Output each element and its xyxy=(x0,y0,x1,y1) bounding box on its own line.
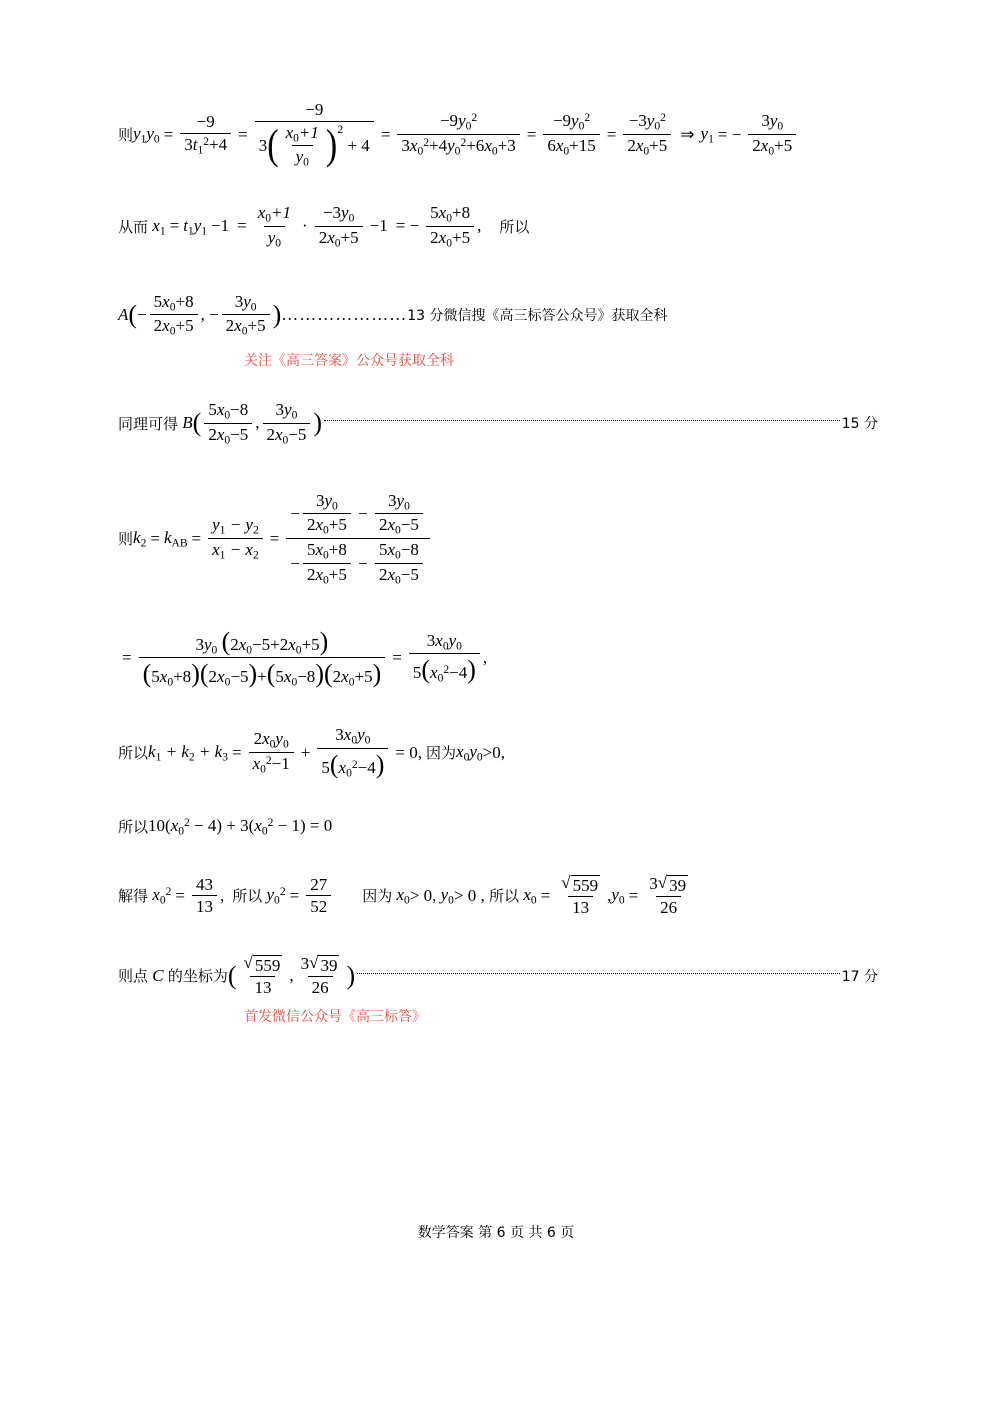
frac-x0plus1-over-y0-b xyxy=(254,203,295,250)
watermark-inline: 微信搜《高三标答公众号》获取全科 xyxy=(443,307,668,324)
line9-because: 因为 xyxy=(362,887,393,906)
cdot: · xyxy=(302,216,308,236)
num: $5x_0+8$ xyxy=(306,540,347,562)
y0-gt0: $y_0$ xyxy=(440,884,454,907)
frac-3y0-over-2x05 xyxy=(748,111,796,158)
comma-B: , xyxy=(255,413,260,433)
comma-l9: , xyxy=(219,885,225,905)
den: 13 xyxy=(192,895,217,917)
x0y0-pos: $x_0y_0$ xyxy=(456,741,483,764)
gt-zero: >0, xyxy=(482,742,506,762)
frac-27-52 xyxy=(306,875,331,917)
num: $3y_0$ $(2x_0-5+2x_0+5)$ xyxy=(195,626,329,656)
den: $(5x_0+8)(2x_0-5)+(5x_0-8)(2x_0+5)$ xyxy=(139,657,386,689)
red-text-1: 关注《高三答案》公众号获取全科 xyxy=(244,353,454,370)
equals-5: = xyxy=(606,124,617,144)
equals-c: = − xyxy=(395,216,420,236)
line7-label: 所以 xyxy=(118,744,149,763)
comma-l9b: , xyxy=(607,885,612,905)
math-line-3 xyxy=(118,292,878,339)
math-line-2 xyxy=(118,203,878,250)
den: $6x_0+15$ xyxy=(543,134,599,158)
exp-2: 2 xyxy=(337,121,344,136)
right-paren-big: ) xyxy=(325,122,338,169)
eq-l9c: = xyxy=(540,885,551,905)
frac-3y0-2x05-n xyxy=(303,491,351,538)
comma-A: , − xyxy=(200,304,219,324)
minus-1a: −1 xyxy=(211,216,230,236)
frac-B-x xyxy=(204,400,252,447)
neg-sign-A: − xyxy=(137,304,147,324)
eq-l6: = xyxy=(122,647,132,667)
den: $5(x_0^2-4)$ xyxy=(317,748,388,780)
den: 13 xyxy=(568,896,593,918)
frac-A-y xyxy=(222,292,270,339)
radical-sign: √ xyxy=(657,872,668,892)
den: $2x_0+5$ xyxy=(315,226,363,250)
point-A: A xyxy=(118,304,129,324)
line9-so: 所以 xyxy=(232,887,263,906)
line9-solve: 解得 xyxy=(118,887,149,906)
frac-5x08-2x05-d xyxy=(303,540,351,587)
x1-symbol: $x_1$ xyxy=(148,215,166,238)
num: 27 xyxy=(310,874,328,894)
answer-body xyxy=(118,100,878,1026)
frac-A-x xyxy=(150,292,198,339)
den: $2x_0-5$ xyxy=(263,423,311,447)
eq-l9a: = xyxy=(175,885,185,905)
minus-a: − xyxy=(353,504,372,524)
frac-B-y xyxy=(263,400,311,447)
p3: ( xyxy=(199,659,209,689)
score-13: 13 分 xyxy=(407,307,444,324)
num: $3y_0$ xyxy=(761,111,784,133)
den: $2x_0-5$ xyxy=(204,423,252,447)
point-B: B xyxy=(178,413,193,433)
score-15: 15 分 xyxy=(841,416,878,433)
plus-4: + 4 xyxy=(343,136,370,156)
line8-label: 所以 xyxy=(118,818,149,837)
eq-k2a: = xyxy=(150,528,160,548)
line1-lhs: $y_1y_0$ xyxy=(133,123,160,146)
num: $-3y_0^2$ xyxy=(628,111,666,133)
num: $5x_0-8$ xyxy=(208,400,249,422)
frac-3x0y0-over-5x0sqm4-b xyxy=(317,725,388,780)
equals-b: = xyxy=(237,216,247,236)
p12: ) xyxy=(375,750,385,780)
frac-neg9y0sq-over-poly xyxy=(397,111,519,158)
p8: ) xyxy=(372,659,382,689)
eq-l9d: = xyxy=(628,885,639,905)
eq-k2b: = xyxy=(191,528,202,548)
den: $2x_0-5$ xyxy=(375,563,423,587)
page-footer: 数学答案 第 6 页 共 6 页 xyxy=(417,1225,575,1241)
eq-l7: = xyxy=(231,742,242,762)
kAB-symbol: $k_{AB}$ xyxy=(163,527,188,550)
num: −9 xyxy=(305,100,324,119)
den: 13 xyxy=(250,976,275,998)
paren-close-n6: ) xyxy=(319,626,329,656)
den: $3t_1^2+4$ xyxy=(180,133,231,157)
den: $2x_0+5$ xyxy=(623,134,671,158)
line5-label: 则 xyxy=(118,530,134,549)
math-line-6 xyxy=(118,627,878,690)
eq-k2c: = xyxy=(269,528,280,548)
math-line-7 xyxy=(118,725,878,780)
comma-l6: , xyxy=(482,647,488,667)
minus-1b: −1 xyxy=(369,216,388,236)
den: $2x_0+5$ xyxy=(303,563,351,587)
den: $3x_0^2+4y_0^2+6x_0+3$ xyxy=(397,134,519,158)
den: 26 xyxy=(308,976,333,998)
eq-line8: $10(x_0^2 - 4) + 3(x_0^2 - 1) = 0$ xyxy=(148,815,333,838)
k2-symbol: $k_2$ xyxy=(133,527,147,550)
red-text-2: 首发微信公众号《高三标答》 xyxy=(244,1008,426,1025)
num: $3x_0y_0$ xyxy=(335,725,371,747)
neg-a: − xyxy=(290,504,300,524)
equals-a: = xyxy=(169,216,180,236)
line7-because: 因为 xyxy=(426,744,457,763)
num: $5x_0+8$ xyxy=(430,203,471,225)
num: $y_1 - y_2$ xyxy=(212,515,259,537)
frac-C-x xyxy=(240,954,287,998)
implies-arrow: ⇒ xyxy=(680,124,695,144)
den: $5(x_0^2-4)$ xyxy=(409,653,480,685)
dot-leader-B xyxy=(324,420,840,421)
dot-leader-C xyxy=(357,973,840,974)
num: 43 xyxy=(195,874,213,894)
line10-coord-of: 的坐标为 xyxy=(167,967,228,986)
comma-C: , xyxy=(289,965,294,985)
num xyxy=(645,874,692,897)
p11: ( xyxy=(329,750,339,780)
left-paren-A: ( xyxy=(128,299,138,329)
paren-open-n6: ( xyxy=(221,626,231,656)
num: $3y_0$ xyxy=(234,291,257,313)
left-paren-big: ( xyxy=(267,122,279,169)
den: $2x_0+5$ xyxy=(303,513,351,537)
frac-3x0y0-over-5x0sqm4 xyxy=(409,631,480,686)
x0-gt0: $x_0$ xyxy=(392,884,410,907)
frac-sqrt559-13 xyxy=(557,874,604,918)
num: $5x_0+8$ xyxy=(153,291,194,313)
line10-label: 则点 xyxy=(118,967,149,986)
den: 26 xyxy=(656,896,681,918)
den: $y_0$ xyxy=(264,226,285,250)
dots-A: ………………… xyxy=(281,304,408,324)
frac-x0plus1-over-y0 xyxy=(282,123,323,170)
math-line-8 xyxy=(118,816,878,838)
num: −9 xyxy=(196,112,215,132)
neg-b: − xyxy=(290,553,300,573)
num xyxy=(240,954,287,977)
frac-line6-main xyxy=(139,627,386,690)
num: $-9y_0^2$ xyxy=(552,111,591,133)
math-line-4 xyxy=(118,400,878,447)
right-paren-A: ) xyxy=(272,299,282,329)
p10: ) xyxy=(467,655,476,685)
frac-C-y xyxy=(297,954,344,998)
math-line-9 xyxy=(118,874,878,918)
num: $3y_0$ xyxy=(388,490,410,512)
equals-6: = − xyxy=(717,124,742,144)
math-line-5 xyxy=(118,491,878,587)
equals-1: = xyxy=(163,124,174,144)
equals-2: = xyxy=(238,124,248,144)
coef-3: 3 xyxy=(258,136,268,156)
line1-label: 则 xyxy=(118,126,134,145)
line4-label: 同理可得 xyxy=(118,414,179,433)
radical-sign: √ xyxy=(309,952,319,972)
line2-label: 从而 xyxy=(118,217,149,236)
eq-l6b: = xyxy=(392,647,402,667)
minus-b: − xyxy=(353,553,372,573)
num: $3y_0$ xyxy=(316,490,338,512)
frac-5x0m8-2x0m5-d xyxy=(375,540,423,587)
frac-3y0-2x0m5-n xyxy=(375,491,423,538)
equals-3: = xyxy=(380,124,391,144)
den: 52 xyxy=(306,895,331,917)
comma-1: , xyxy=(477,216,482,236)
num: $3y_0$ xyxy=(275,400,298,422)
k-sum: $k_1 + k_2 + k_3$ xyxy=(148,741,228,764)
frac-bigratio xyxy=(286,491,430,587)
sqrt-559 xyxy=(561,874,600,896)
red-annotation-1 xyxy=(244,350,878,370)
radicand: 559 xyxy=(572,875,599,895)
red-annotation-2 xyxy=(244,1006,878,1026)
sqrt-39 xyxy=(658,874,688,896)
right-paren-C: ) xyxy=(346,960,356,990)
frac-neg9y0sq-over-6x015 xyxy=(543,111,599,158)
y1-symbol: $y_1$ xyxy=(700,123,714,146)
den: $2x_0+5$ xyxy=(426,226,474,250)
p2: ) xyxy=(191,659,200,689)
num: $2x_0y_0$ xyxy=(253,729,289,751)
coef3: 3 xyxy=(649,873,658,893)
radicand: 39 xyxy=(320,955,338,975)
gt0a: > 0, xyxy=(409,885,441,905)
den: $x_1 - x_2$ xyxy=(208,538,263,562)
sqrt-559-c xyxy=(244,954,283,976)
y0sq: $y_0^2$ xyxy=(262,884,286,907)
frac-neg9-over-nested xyxy=(255,100,374,169)
line9-so3: 所以 xyxy=(489,887,520,906)
den: $2x_0+5$ xyxy=(748,134,796,158)
frac-neg3y0sq-over-2x05 xyxy=(623,111,671,158)
equals-4: = xyxy=(526,124,537,144)
den: $y_0$ xyxy=(292,145,313,169)
math-line-10 xyxy=(118,954,878,998)
frac-43-13 xyxy=(192,875,217,917)
left-paren-C: ( xyxy=(227,960,237,990)
frac-3sqrt39-26 xyxy=(645,874,692,918)
p1: ( xyxy=(142,659,152,689)
point-C: C xyxy=(148,965,168,985)
den: $2x_0+5$ xyxy=(222,314,270,338)
coef3-c: 3 xyxy=(300,953,310,973)
num: $-3y_0$ xyxy=(322,203,355,225)
p4: ) xyxy=(248,659,258,689)
frac-dy-over-dx xyxy=(208,515,263,562)
line2-so: 所以 xyxy=(499,217,530,236)
num: $3x_0y_0$ xyxy=(426,630,462,653)
math-line-1 xyxy=(118,100,878,169)
radicand: 559 xyxy=(254,955,281,975)
den: $2x_0-5$ xyxy=(375,513,423,537)
score-17: 17 分 xyxy=(841,968,878,985)
radical-sign: √ xyxy=(243,952,253,972)
gt0b: > 0 , xyxy=(453,885,490,905)
sqrt-39-c xyxy=(309,954,339,976)
num xyxy=(286,491,430,539)
frac-2x0y0-over-x0sqm1 xyxy=(249,729,294,776)
plus-l7: + xyxy=(300,742,311,762)
num: $x_0+1$ xyxy=(285,122,319,144)
left-paren-B: ( xyxy=(192,408,202,438)
p9: ( xyxy=(421,655,431,685)
x0-val: $x_0$ xyxy=(519,884,537,907)
den xyxy=(255,121,374,170)
eq-zero-l7: = 0, xyxy=(395,742,422,762)
p6: ) xyxy=(315,659,324,689)
right-paren-B: ) xyxy=(313,408,323,438)
y0-val: $y_0$ xyxy=(611,884,625,907)
radicand: 39 xyxy=(669,875,687,895)
num: $5x_0-8$ xyxy=(378,540,419,562)
num: $x_0+1$ xyxy=(257,203,292,225)
frac-neg3y0-over-2x05 xyxy=(315,203,363,250)
frac-neg9-over-3t1sq4 xyxy=(180,112,231,156)
radical-sign: √ xyxy=(561,872,571,892)
num xyxy=(557,874,604,897)
t1y1: $t_1y_1$ xyxy=(183,215,208,238)
p7: ( xyxy=(323,659,333,689)
den xyxy=(286,538,430,587)
den: $2x_0+5$ xyxy=(150,314,198,338)
eq-l9b: = xyxy=(289,885,300,905)
frac-5x08-over-2x05 xyxy=(426,203,474,250)
den: $x_0^2-1$ xyxy=(249,752,294,776)
p5: ( xyxy=(266,659,276,689)
num xyxy=(297,954,344,977)
num: $-9y_0^2$ xyxy=(439,111,478,133)
x0sq: $x_0^2$ xyxy=(148,884,172,907)
